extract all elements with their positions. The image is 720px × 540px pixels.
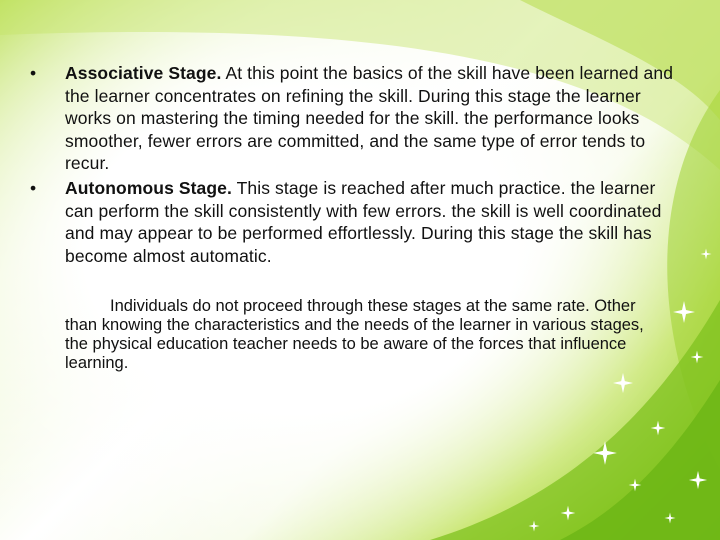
summary-paragraph: Individuals do not proceed through these stages at the same rate. Other than knowing the characteristics and the needs of the learner in various stages, the physical education teacher needs to be aware of the forces that influence learning. [65,297,644,373]
sparkle-icon [650,420,666,436]
bullet-associative-stage [30,62,680,175]
bullet-heading: Autonomous Stage. [65,177,232,198]
sparkle-icon [690,350,704,364]
sparkle-icon [664,512,676,524]
bullet-heading: Associative Stage. [65,63,222,83]
sparkle-icon [528,520,540,532]
sparkle-icon [628,478,642,492]
bullet-text: At this point the basics of the skill have been learned and the learner concentrates on refining the skill. During this stage the learner works on mastering the timing needed for the skill. the performance looks smoother, fewer errors are committed, and the same type of error tends to recur. [65,63,674,174]
bullet-list [30,62,680,267]
bullet-autonomous-stage [30,177,680,267]
bullet-icon: • [30,177,37,198]
sparkle-icon [612,372,634,394]
sparkle-icon [700,248,712,260]
sparkle-icon [560,505,576,521]
bullet-text: This stage is reached after much practice. the learner can perform the skill consistently with few errors. the skill is well coordinated and may appear to be performed effortlessly. During this stage the skill has become almost automatic. [65,177,662,266]
slide-content [30,62,680,373]
sparkle-icon [592,440,618,466]
bullet-icon: • [30,63,37,83]
sparkle-icon [688,470,708,490]
